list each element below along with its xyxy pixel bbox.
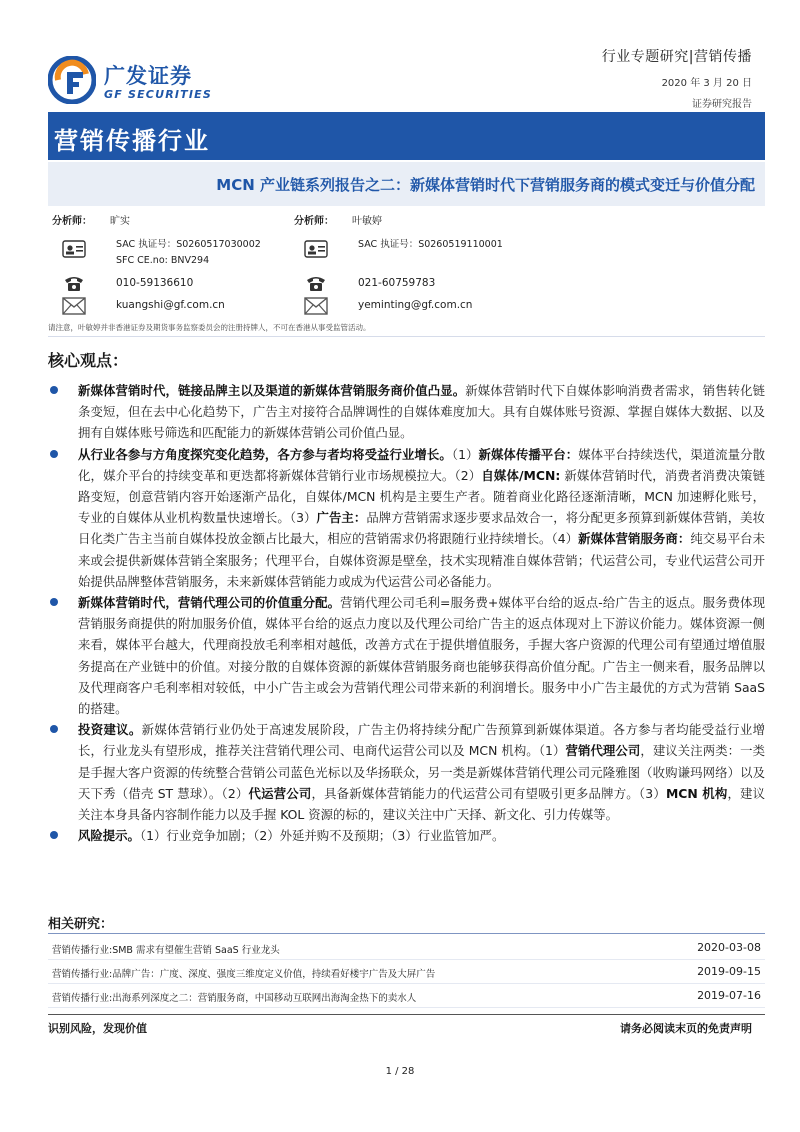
bullet-text: ，建议关注两类：一类是手握大客户资源的传统整合营销公司蓝色光标以及华扬联众，另一类是新媒体营销代理公司元隆雅图（收购谦玛网络）以及天下秀（借壳 ST 慧球）。（2） — [78, 743, 766, 801]
analyst-name: 叶敏婷 — [352, 216, 382, 227]
bullet-dot-icon — [50, 386, 58, 394]
bullet-lead: 新媒体营销时代，链接品牌主以及渠道的新媒体营销服务商价值凸显。 — [78, 383, 466, 398]
company-logo — [48, 56, 218, 106]
bullet-dot-icon — [50, 450, 58, 458]
bullet-dot-icon — [50, 725, 58, 733]
related-item-date: 2019-09-15 — [697, 965, 761, 978]
bullet-bold: 新媒体传播平台： — [478, 446, 579, 462]
logo-en-text: GF SECURITIES — [104, 88, 213, 101]
email-icon — [304, 297, 328, 315]
report-kind: 证券研究报告 — [692, 99, 752, 110]
divider — [48, 336, 765, 337]
doc-type: 行业专题研究|营销传播 — [601, 49, 752, 65]
bullet-lead: 从行业各参与方角度探究变化趋势，各方参与者均将受益行业增长。 — [78, 446, 452, 462]
id-card-icon — [62, 240, 86, 258]
bullet-bold: MCN 机构 — [665, 785, 728, 801]
bullet-text: （1）行业竞争加剧；（2）外延并购不及预期；（3）行业监管加严。 — [139, 828, 505, 844]
industry-banner — [48, 112, 765, 160]
bullet-dot-icon — [50, 831, 58, 839]
related-item-title[interactable]: 营销传播行业:出海系列深度之二：营销服务商，中国移动互联网出海淘金热下的卖水人 — [52, 993, 417, 1004]
analyst-phone: 010-59136610 — [116, 277, 194, 289]
footer-disclaimer-note: 请务必阅读末页的免责声明 — [620, 1022, 752, 1035]
bullet-dot-icon — [50, 598, 58, 606]
bullet-text: ，具备新媒体营销能力的代运营公司有望吸引更多品牌方。（3） — [311, 785, 666, 801]
bullet-lead: 风险提示。 — [78, 828, 140, 844]
related-item-date: 2019-07-16 — [697, 989, 761, 1002]
bullet-text: （1） — [451, 446, 479, 462]
bullet-bold: 营销代理公司 — [565, 743, 641, 759]
analyst-phone: 021-60759783 — [358, 277, 436, 289]
report-subtitle: MCN 产业链系列报告之二：新媒体营销时代下营销服务商的模式变迁与价值分配 — [216, 176, 755, 194]
bullet-lead: 新媒体营销时代，营销代理公司的价值重分配。 — [78, 595, 341, 611]
page-number: 1 / 28 — [385, 1066, 415, 1077]
bullet-text: ，建议关注本身具备内容制作能力以及手握 KOL 资源的标的，建议关注中广天择、新文化、引力传媒等。 — [78, 785, 766, 823]
related-item-title[interactable]: 营销传播行业:品牌广告：广度、深度、强度三维度定义价值，持续看好楼宇广告及大屏广告 — [52, 969, 436, 980]
logo-cn-text: 广发证券 — [104, 64, 192, 88]
analyst-sac: SAC 执证号：S0260519110001 — [358, 239, 503, 250]
footer-slogan: 识别风险，发现价值 — [48, 1022, 147, 1035]
bullet-text: 品牌方营销需求逐步要求品效合一，将分配更多预算到新媒体营销，美妆日化类广告主当前自媒体投放金额占比最大，相应的营销需求仍将跟随行业持续增长。（4） — [78, 510, 766, 547]
related-research-list — [48, 936, 765, 1008]
analyst-sfc: SFC CE.no: BNV294 — [116, 255, 210, 266]
core-views-title: 核心观点： — [48, 351, 129, 370]
bullet-bold: 广告主： — [316, 510, 367, 526]
bullet-text: 新媒体营销行业仍处于高速发展阶段，广告主仍将持续分配广告预算到新媒体渠道。各方参与者均能受益行业增长，行业龙头有望形成，推荐关注营销代理公司、电商代运营公司以及 MCN 机构。（1） — [78, 722, 766, 759]
bullet-item — [48, 719, 765, 825]
related-item[interactable] — [48, 936, 765, 960]
bullet-item — [48, 444, 765, 592]
related-item-date: 2020-03-08 — [697, 941, 761, 954]
footer-divider — [48, 1014, 765, 1015]
bullet-bold: 代运营公司 — [248, 785, 312, 801]
related-item[interactable] — [48, 960, 765, 984]
phone-icon — [62, 274, 86, 292]
subtitle-bar — [48, 162, 765, 206]
related-item[interactable] — [48, 984, 765, 1008]
core-views-list — [48, 380, 765, 846]
bullet-text: 新媒体营销时代下自媒体影响消费者需求，销售转化链条变短，但在去中心化趋势下，广告主对接符合品牌调性的自媒体难度加大。具有自媒体账号资源、掌握自媒体大数据、以及拥有自媒体账号筛选和匹配能力的新媒体营销公司价值凸显。 — [78, 383, 766, 441]
bullet-lead: 投资建议。 — [78, 722, 142, 738]
bullet-text: 媒体平台持续迭代，渠道流量分散化，媒介平台的持续变革和更迭都将新媒体营销行业市场规模拉大。（2） — [78, 446, 766, 483]
bullet-item — [48, 592, 765, 719]
header-meta — [602, 46, 752, 110]
bullet-bold: 新媒体营销服务商： — [578, 531, 691, 547]
bullet-item — [48, 380, 765, 444]
analyst-block — [48, 208, 765, 332]
bullet-text: 纯交易平台未来或会提供新媒体营销全案服务；代理平台，自媒体资源是壁垒，技术实现精准自媒体营销；代运营公司，专业代运营公司开始提供品牌整体营销服务，未来新媒体营销能力或成为代运营公司必备能力。 — [78, 531, 766, 589]
phone-icon — [304, 274, 328, 292]
bullet-text: 营销代理公司毛利=服务费+媒体平台给的返点-给广告主的返点。服务费体现营销服务商提供的附加服务价值，媒体平台给的返点力度以及代理公司给广告主的返点体现对上下游议价能力。媒体资源一侧来看，媒体平台越大，代理商投放毛利率相对越低，改善方式在于提供增值服务，手握大客户资源的代理公司有望通过增值服务提高在产业链中的价值。对接分散的自媒体资源的新媒体营销服务商也能够获得高价值分配。广告主一侧来看，服务品牌以及代理商客户毛利率相对较低，中小广告主或会为营销代理公司带来新的利润增长。服务中小广告主最优的方式为营销 SaaS 的搭建。 — [78, 595, 765, 717]
email-icon — [62, 297, 86, 315]
analyst-name: 旷实 — [110, 216, 130, 227]
id-card-icon — [304, 240, 328, 258]
gf-logo-icon — [48, 56, 96, 104]
analyst-email[interactable]: kuangshi@gf.com.cn — [116, 299, 225, 311]
related-divider — [48, 933, 765, 934]
analyst-right — [290, 208, 650, 320]
related-item-title[interactable]: 营销传播行业:SMB 需求有望催生营销 SaaS 行业龙头 — [52, 945, 280, 956]
analyst-sac: SAC 执证号：S0260517030002 — [116, 239, 261, 250]
analyst-disclaimer: 请注意，叶敏婷并非香港证券及期货事务监察委员会的注册持牌人，不可在香港从事受监管活动。 — [48, 323, 371, 332]
bullet-item — [48, 825, 765, 846]
analyst-label: 分析师： — [294, 216, 334, 227]
analyst-email[interactable]: yeminting@gf.com.cn — [358, 299, 473, 311]
related-research-title: 相关研究： — [48, 917, 114, 932]
bullet-text: 新媒体营销时代，消费者消费决策链路变短，创意营销内容开始逐渐产品化，自媒体/MCN 机构是主要生产者。随着商业化路径逐渐清晰，MCN 加速孵化账号，专业的自媒体从业机构数量快速增长。（3） — [78, 467, 765, 526]
report-date: 2020 年 3 月 20 日 — [661, 78, 752, 89]
analyst-label: 分析师： — [52, 216, 92, 227]
bullet-bold: 自媒体/MCN: — [481, 467, 561, 483]
industry-title: 营销传播行业 — [54, 127, 210, 155]
